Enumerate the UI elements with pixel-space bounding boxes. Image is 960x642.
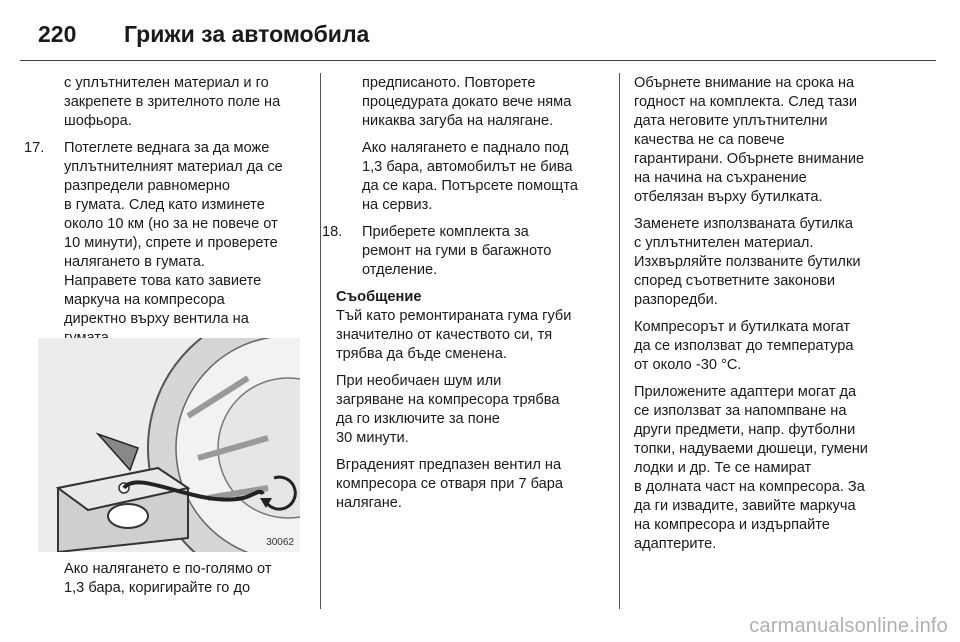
note-paragraph: При необичаен шум или загряване на компресора трябва да го изключите за поне 30 минути. [336, 373, 560, 446]
paragraph: предписаното. Повторете процедурата докато вече няма никаква загуба на налягане. [362, 75, 572, 129]
column-divider [619, 73, 620, 609]
page-header [38, 14, 369, 54]
column-1 [24, 74, 308, 356]
paragraph: Компресорът и бутилката могат да се използват до температура от около -30 °C. [634, 319, 854, 373]
paragraph: Ако налягането е паднало под 1,3 бара, автомобилът не бива да се кара. Потърсете помощта на сервиз. [362, 140, 578, 213]
column-2 [322, 74, 612, 521]
note-paragraph: Вграденият предпазен вентил на компресора се отваря при 7 бара налягане. [336, 457, 564, 511]
paragraph: Приложените адаптери могат да се използват за напомпване на други предмети, напр. футболни топки, надуваеми дюшеци, гумени лодки и др. Те се намират в долната част на компресора. За да ги извадите, завийте маркуча на компресора и издърпайте адаптерите. [634, 384, 868, 552]
tire-compressor-drawing [38, 338, 300, 552]
watermark-text: carmanualsonline.info [749, 615, 948, 637]
figure-caption: Ако налягането е по-голямо от 1,3 бара, коригирайте го до [64, 561, 272, 596]
step-number: 17. [24, 140, 45, 156]
page-title: Грижи за автомобила [124, 20, 370, 47]
column-divider [320, 73, 321, 609]
note-paragraph: Тъй като ремонтираната гума губи значително от качеството си, тя трябва да бъде сменена. [336, 308, 572, 362]
column-3 [634, 74, 934, 562]
note-heading: Съобщение [336, 289, 422, 305]
paragraph: Заменете използваната бутилка с уплътнителен материал. Изхвърляйте ползваните бутилки според съответните законови разпоредби. [634, 216, 861, 308]
step-number: 18. [322, 224, 343, 240]
compressor-illustration [38, 338, 300, 552]
page-number: 220 [38, 20, 77, 47]
note-box [336, 288, 612, 513]
step-17: 17. Потеглете веднага за да може уплътнителният материал да се разпредели равномерно в гумата. След като изминете около 10 км (но за не повече от 10 минути), спрете и проверете налягането в гумата. Направете това като завиете маркуча на компресора директно върху вентила на [24, 140, 283, 327]
paragraph: Обърнете внимание на срока на годност на комплекта. След тази дата неговите уплътнителни качества не са повече гарантирани. Обърнете внимание на начина на съхранение отбелязан върху бутилката. [634, 75, 865, 205]
step-18: 18. Приберете комплекта за ремонт на гуми в багажното отделение. [322, 224, 552, 278]
figure-id: 30062 [266, 537, 294, 548]
continued-paragraph: с уплътнителен материал и го закрепете в зрителното поле на шофьора. [64, 75, 281, 129]
header-rule [20, 60, 936, 61]
